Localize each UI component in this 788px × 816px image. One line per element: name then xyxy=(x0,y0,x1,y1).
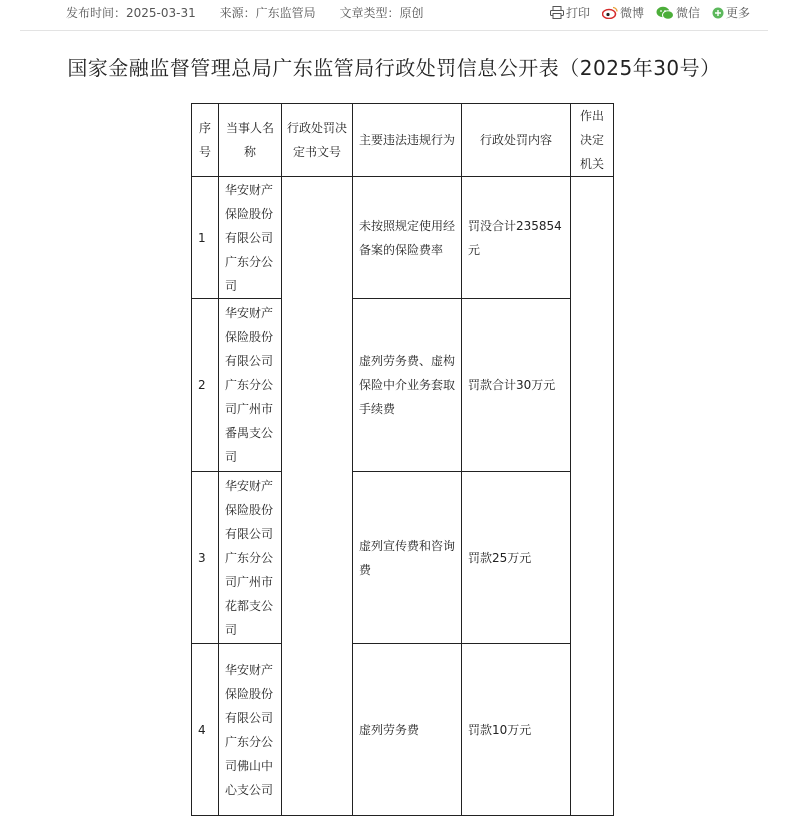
source: 来源：广东监管局 xyxy=(219,6,316,20)
header-doc-number: 行政处罚决定书文号 xyxy=(282,104,353,177)
weibo-label: 微博 xyxy=(619,6,644,20)
more-button[interactable] xyxy=(712,4,750,21)
penalty-table xyxy=(191,103,614,816)
row-penalty: 罚款25万元 xyxy=(462,472,571,644)
more-label: 更多 xyxy=(725,6,750,20)
table-header-row xyxy=(192,104,614,177)
table-row xyxy=(192,299,614,472)
header-authority: 作出决定机关 xyxy=(571,104,614,177)
row-no: 2 xyxy=(192,299,219,472)
plus-circle-icon xyxy=(712,7,724,19)
divider xyxy=(20,30,768,31)
publish-date: 发布时间：2025-03-31 xyxy=(66,6,196,20)
table-row xyxy=(192,644,614,816)
header-no: 序号 xyxy=(192,104,219,177)
row-violation: 虚列劳务费 xyxy=(353,644,462,816)
row-party: 华安财产保险股份有限公司广东分公司佛山中心支公司 xyxy=(219,644,282,816)
row-party: 华安财产保险股份有限公司广东分公司广州市番禺支公司 xyxy=(219,299,282,472)
row-party: 华安财产保险股份有限公司广东分公司广州市花都支公司 xyxy=(219,472,282,644)
row-authority xyxy=(571,177,614,816)
print-label: 打印 xyxy=(565,6,590,20)
header-penalty: 行政处罚内容 xyxy=(462,104,571,177)
table-row xyxy=(192,177,614,299)
row-party: 华安财产保险股份有限公司广东分公司 xyxy=(219,177,282,299)
article-meta xyxy=(66,4,443,21)
row-doc-number xyxy=(282,177,353,816)
article-type: 文章类型：原创 xyxy=(339,6,424,20)
print-button[interactable] xyxy=(550,4,590,21)
header-party: 当事人名称 xyxy=(219,104,282,177)
wechat-button[interactable] xyxy=(656,4,700,21)
share-bar xyxy=(538,4,750,21)
row-no: 3 xyxy=(192,472,219,644)
row-violation: 未按照规定使用经备案的保险费率 xyxy=(353,177,462,299)
row-penalty: 罚款合计30万元 xyxy=(462,299,571,472)
article-meta-bar xyxy=(0,0,788,26)
header-violation: 主要违法违规行为 xyxy=(353,104,462,177)
row-no: 4 xyxy=(192,644,219,816)
wechat-icon xyxy=(656,6,674,20)
row-violation: 虚列劳务费、虚构保险中介业务套取手续费 xyxy=(353,299,462,472)
row-violation: 虚列宣传费和咨询费 xyxy=(353,472,462,644)
wechat-label: 微信 xyxy=(675,6,700,20)
row-no: 1 xyxy=(192,177,219,299)
weibo-icon xyxy=(602,6,618,19)
table-row xyxy=(192,472,614,644)
weibo-button[interactable] xyxy=(602,4,644,21)
row-penalty: 罚款10万元 xyxy=(462,644,571,816)
page-title: 国家金融监督管理总局广东监管局行政处罚信息公开表（2025年30号） xyxy=(67,56,721,80)
row-penalty: 罚没合计235854元 xyxy=(462,177,571,299)
printer-icon xyxy=(550,6,564,19)
